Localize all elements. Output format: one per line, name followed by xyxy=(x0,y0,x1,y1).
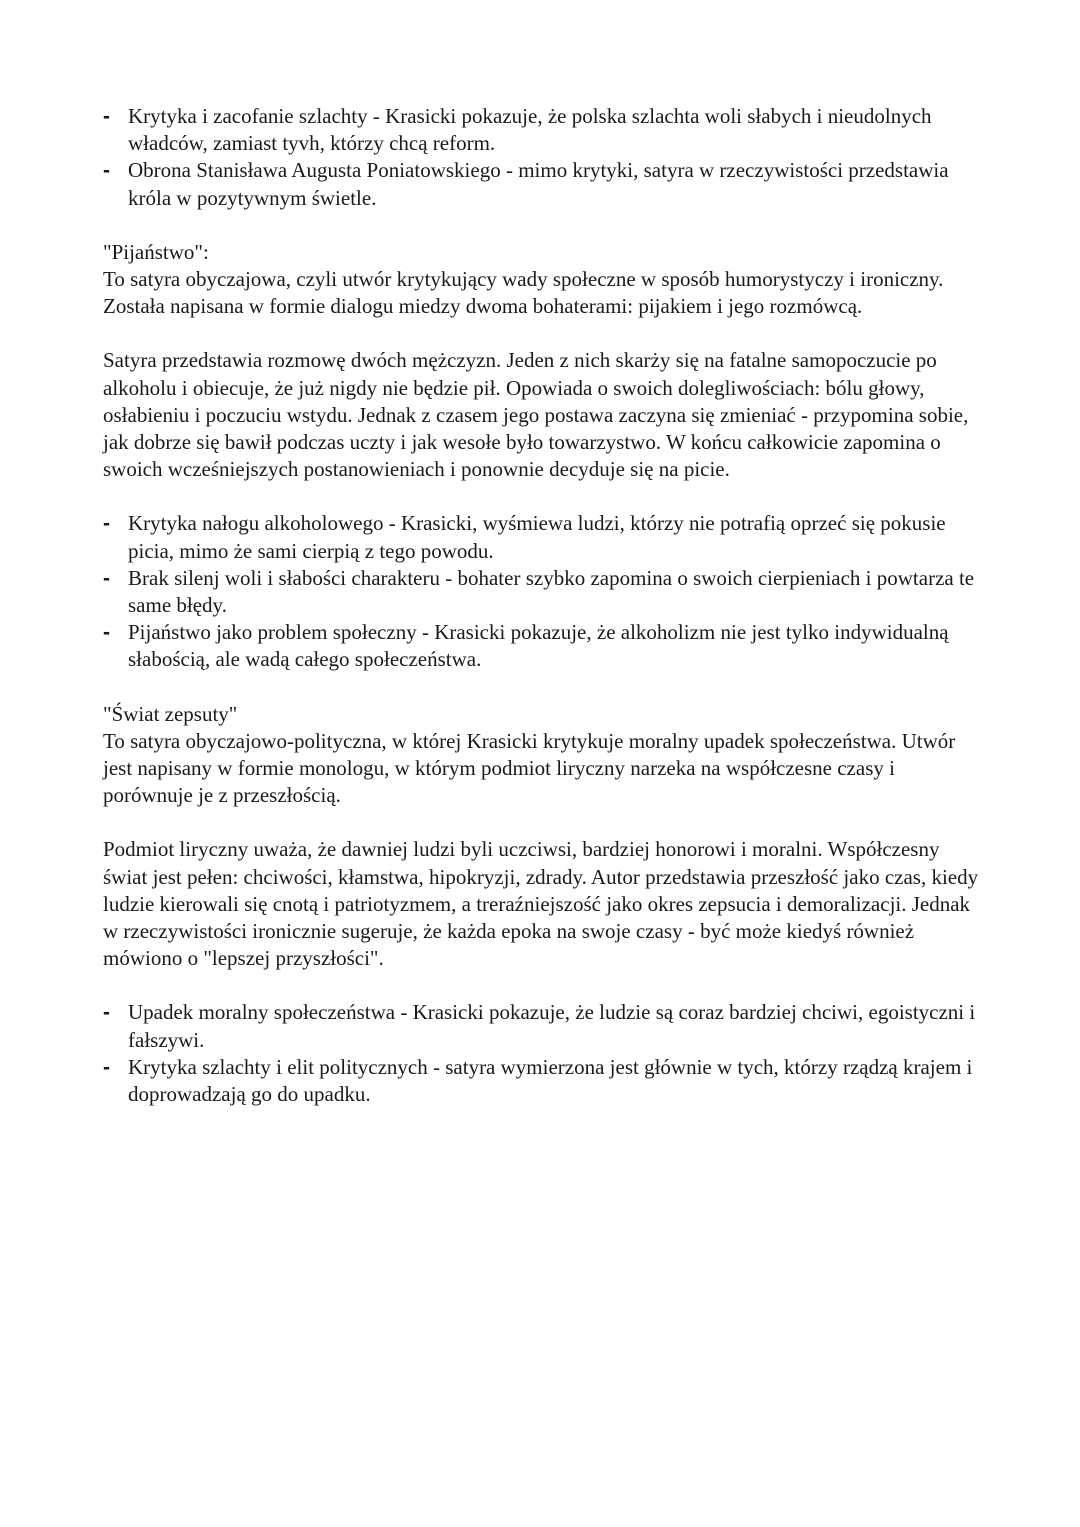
bullet-dash: - xyxy=(103,621,110,645)
section-intro-paragraph: To satyra obyczajowa, czyli utwór krytykujący wady społeczne w sposób humorystyczy i ironiczny. Została napisana w formie dialogu miedzy dwoma bohaterami: pijakiem i jego rozmówcą. xyxy=(103,267,944,319)
bullet-list-section2 xyxy=(103,510,983,673)
bullet-dash: - xyxy=(103,566,110,590)
bullet-dash: - xyxy=(103,159,110,183)
document-page xyxy=(103,103,983,1108)
section-heading-swiat-zepsuty: "Świat zepsuty" xyxy=(103,701,238,726)
spacer xyxy=(103,809,983,836)
bullet-list-section1 xyxy=(103,103,983,212)
summary-paragraph: Podmiot liryczny uważa, że dawniej ludzi byli uczciwsi, bardziej honorowi i moralni. Współczesny świat jest pełen: chciwości, kłamstwa, hipokryzji, zdrady. Autor przedstawia przeszłość jako czas, kiedy ludzie kierowali się cnotą i patriotyzmem, a treraźniejszość jako okres zepsucia i demoralizacji. Jednak w rzeczywistości ironicznie sugeruje, że każda epoka na swoje czasy - być może kiedyś również mówiono o "lepszej przyszłości". xyxy=(103,837,979,971)
list-item xyxy=(103,103,983,157)
bullet-text: Pijaństwo jako problem społeczny - Krasicki pokazuje, że alkoholizm nie jest tylko indywidualną słabością, ale wadą całego społeczeństwa. xyxy=(128,620,949,672)
spacer xyxy=(103,674,983,701)
bullet-text: Upadek moralny społeczeństwa - Krasicki pokazuje, że ludzie są coraz bardziej chciwi, egoistyczni i fałszywi. xyxy=(128,1000,976,1052)
list-item xyxy=(103,565,983,619)
summary-paragraph: Satyra przedstawia rozmowę dwóch mężczyzn. Jeden z nich skarży się na fatalne samopoczucie po alkoholu i obiecuje, że już nigdy nie będzie pił. Opowiada o swoich dolegliwościach: bólu głowy, osłabieniu i poczuciu wstydu. Jednak z czasem jego postawa zaczyna się zmieniać - przypomina sobie, jak dobrze się bawił podczas uczty i jak wesołe było towarzystwo. W końcu całkowicie zapomina o swoich wcześniejszych postanowieniach i ponownie decyduje się na picie. xyxy=(103,348,969,482)
section-intro-paragraph: To satyra obyczajowo-polityczna, w której Krasicki krytykuje moralny upadek społeczeństwa. Utwór jest napisany w formie monologu, w którym podmiot liryczny narzeka na współczesne czasy i porównuje je z przeszłością. xyxy=(103,728,956,808)
bullet-text: Krytyka szlachty i elit politycznych - satyra wymierzona jest głównie w tych, którzy rządzą krajem i doprowadzają go do upadku. xyxy=(128,1054,973,1107)
spacer xyxy=(103,972,983,999)
bullet-text: Krytyka i zacofanie szlachty - Krasicki pokazuje, że polska szlachta woli słabych i nieudolnych władców, zamiast tyvh, którzy chcą reform. xyxy=(128,104,932,156)
bullet-dash: - xyxy=(103,512,110,536)
spacer xyxy=(103,320,983,347)
list-item xyxy=(103,1054,983,1108)
bullet-dash: - xyxy=(103,1001,110,1025)
bullet-text: Krytyka nałogu alkoholowego - Krasicki, wyśmiewa ludzi, którzy nie potrafią oprzeć się pokusie picia, mimo że sami cierpią z tego powodu. xyxy=(128,511,946,563)
bullet-list-section3 xyxy=(103,999,983,1108)
spacer xyxy=(103,483,983,510)
spacer xyxy=(103,212,983,239)
bullet-text: Obrona Stanisława Augusta Poniatowskiego - mimo krytyki, satyra w rzeczywistości przedstawia króla w pozytywnym świetle. xyxy=(128,158,949,210)
section-heading-pijanstwo: "Pijaństwo": xyxy=(103,239,209,264)
list-item xyxy=(103,510,983,564)
list-item xyxy=(103,157,983,211)
bullet-dash: - xyxy=(103,1055,110,1079)
list-item xyxy=(103,619,983,673)
bullet-dash: - xyxy=(103,105,110,128)
list-item xyxy=(103,999,983,1053)
bullet-text: Brak silenj woli i słabości charakteru - bohater szybko zapomina o swoich cierpieniach i powtarza te same błędy. xyxy=(128,565,975,618)
